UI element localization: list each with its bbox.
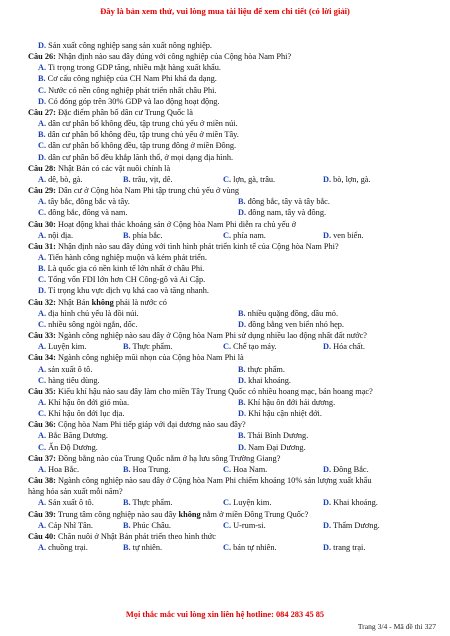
question-number: Câu 29: [28, 186, 56, 196]
option-text: dê, bò, gà. [46, 174, 83, 184]
option-text: Chế tạo máy. [231, 342, 277, 352]
answer-option [38, 364, 238, 375]
option-letter: A. [38, 543, 47, 553]
answer-option [238, 408, 432, 419]
option-text: chuồng trại. [46, 543, 88, 553]
option-text: Cơ cấu công nghiệp của CH Nam Phi khá đa dạng. [45, 74, 217, 84]
answer-option [323, 497, 432, 508]
option-letter: B. [123, 498, 131, 508]
option-letter: D. [323, 543, 332, 553]
answer-option [38, 174, 123, 185]
option-text: Luyện kim. [46, 342, 87, 352]
option-text: Ấn Độ Dương. [46, 442, 98, 452]
option-text: phía bắc. [130, 230, 163, 240]
answer-option [323, 341, 432, 352]
question-number: Câu 37: [28, 453, 56, 463]
question-continuation [28, 486, 432, 497]
option-letter: A. [38, 308, 47, 318]
question-line [28, 419, 432, 430]
option-letter: A. [38, 119, 47, 129]
answer-option [38, 196, 238, 207]
answer-option [28, 85, 432, 96]
answer-option [123, 464, 223, 475]
option-text: đông bắc, đông và nam. [46, 208, 128, 218]
option-letter: C. [38, 319, 47, 329]
question-number: Câu 35: [28, 386, 56, 396]
option-text: trang trại. [331, 543, 366, 553]
option-text: Tiến hành công nghiệp muộn và kém phát triển. [46, 252, 207, 262]
question-line [28, 297, 432, 308]
option-text: Cáp Nhĩ Tân. [46, 520, 93, 530]
answer-option [323, 464, 432, 475]
answer-options-row [28, 520, 432, 531]
answer-option [238, 364, 432, 375]
question-emphasis: không [91, 297, 114, 307]
option-text: dân cư phân bố không đều, tập trung đông ở miền Đông. [46, 141, 237, 151]
option-letter: C. [38, 375, 47, 385]
option-letter: D. [323, 174, 332, 184]
option-text: Nam Đại Dương. [246, 442, 306, 452]
option-letter: C. [38, 409, 47, 419]
option-text: Hoa Bắc. [46, 464, 80, 474]
option-letter: A. [38, 230, 47, 240]
answer-option [38, 230, 123, 241]
answer-option [323, 174, 432, 185]
question-number: Câu 26: [28, 52, 56, 62]
hotline-footer: Mọi thắc mắc vui lòng xin liên hệ hotline: 084 283 45 85 [125, 610, 325, 619]
question-text: Ngành công nghiệp nào sau đây ở Cộng hòa Nam Phi chiếm khoảng 10% sản lượng xuất khẩu [55, 476, 372, 486]
option-letter: B. [38, 130, 46, 140]
option-letter: D. [238, 319, 247, 329]
option-letter: D. [238, 208, 247, 218]
answer-option [238, 308, 432, 319]
answer-option [223, 464, 323, 475]
option-text: dân cư phân bố không đều, tập trung chủ yếu ở miền núi. [46, 119, 238, 129]
option-text: đông nam, tây và đông. [246, 208, 327, 218]
option-text: thực phẩm. [245, 364, 285, 374]
answer-options-row [28, 230, 432, 241]
answer-option [28, 96, 432, 107]
option-text: Khí hậu ôn đới gió mùa. [46, 398, 130, 407]
question-line [28, 51, 432, 62]
answer-option [28, 73, 432, 84]
answer-option [323, 520, 432, 531]
answer-option [38, 520, 123, 531]
question-line [28, 453, 432, 464]
answer-option [28, 140, 432, 151]
answer-options-row [28, 464, 432, 475]
answer-option [223, 520, 323, 531]
answer-option [38, 408, 238, 419]
option-text: Là quốc gia có nền kinh tế lớn nhất ở châu Phi. [45, 264, 205, 274]
answer-options-row [28, 196, 432, 207]
option-text: dân cư phân bố không đều, tập trung chủ yếu ở miền Tây. [45, 130, 239, 140]
option-text: Nước có nền công nghiệp phát triển nhất châu Phi. [46, 85, 217, 95]
answer-option [28, 274, 432, 285]
option-letter: A. [38, 520, 47, 530]
answer-option [123, 542, 223, 553]
answer-option [238, 430, 432, 441]
answer-option [238, 442, 432, 453]
answer-option [38, 497, 123, 508]
question-number: Câu 30: [28, 219, 56, 229]
answer-option [28, 263, 432, 274]
option-text: Khí hậu ôn đới lục địa. [46, 409, 125, 419]
answer-option [28, 62, 432, 73]
answer-option [238, 319, 432, 330]
option-text: tự nhiên. [130, 543, 163, 553]
option-letter: B. [123, 543, 131, 553]
option-text: Ti trọng trong GDP tăng, nhiều mặt hàng xuất khẩu. [46, 63, 221, 73]
option-letter: B. [123, 230, 131, 240]
question-text: Nhật Bản có các vật nuôi chính là [55, 163, 171, 173]
question-text: Hoạt động khai thác khoáng sản ở Cộng hòa Nam Phi diễn ra chủ yếu ở [55, 219, 297, 229]
question-line [28, 509, 432, 520]
option-letter: B. [123, 342, 131, 352]
option-text: địa hình chủ yếu là đồi núi. [46, 308, 139, 318]
option-letter: C. [223, 174, 232, 184]
question-line [28, 107, 432, 118]
option-text: Có đóng góp trên 30% GDP và lao động hoạt động. [46, 96, 220, 106]
question-text: phải là nước có [113, 297, 167, 307]
answer-option [38, 341, 123, 352]
answer-option [28, 118, 432, 129]
answer-option [38, 464, 123, 475]
answer-option [38, 308, 238, 319]
option-text: Sản xuất ô tô. [46, 498, 94, 508]
option-letter: A. [38, 431, 47, 441]
question-number: Câu 40: [28, 531, 56, 541]
question-line [28, 531, 432, 542]
answer-option [238, 375, 432, 386]
option-letter: D. [323, 464, 332, 474]
answer-option [38, 430, 238, 441]
question-number: Câu 34: [28, 353, 56, 363]
answer-option [28, 129, 432, 140]
option-text: tây bắc, đông bắc và tây. [46, 197, 130, 207]
question-number: Câu 32: [28, 297, 56, 307]
answer-option [38, 442, 238, 453]
option-text: Luyện kim. [231, 498, 272, 508]
answer-option [223, 174, 323, 185]
answer-option [28, 285, 432, 296]
question-text: Ngành công nghiệp mũi nhọn của Cộng hòa Nam Phi là [55, 353, 244, 363]
option-text: lợn, gà, trâu. [231, 174, 276, 184]
option-text: ven biển. [331, 230, 364, 240]
answer-options-row [28, 408, 432, 419]
question-text: Đặc điểm phân bố dân cư Trung Quốc là [55, 107, 193, 117]
page-number: Trang 3/4 - Mã đề thi 327 [357, 622, 436, 631]
question-line [28, 219, 432, 230]
option-text: Bắc Băng Dương. [46, 431, 108, 441]
answer-options-row [28, 308, 432, 319]
option-letter: C. [223, 342, 232, 352]
option-text: Đông Bắc. [331, 464, 369, 474]
option-letter: B. [238, 308, 246, 318]
answer-options-row [28, 442, 432, 453]
preview-banner: Đây là bản xem thử, vui lòng mua tài liệu để xem chi tiết (có lời giải) [100, 6, 350, 16]
answer-option [323, 542, 432, 553]
question-text: Trung tâm công nghiệp nào sau đây [55, 509, 179, 519]
option-letter: B. [238, 197, 246, 207]
option-letter: D. [238, 409, 247, 419]
answer-options-row [28, 497, 432, 508]
option-text: trâu, vịt, dê. [130, 174, 173, 184]
option-text: Khí hậu ôn đới hải dương. [245, 398, 336, 407]
question-number: Câu 38: [28, 476, 56, 486]
question-line [28, 386, 432, 397]
question-line [28, 475, 432, 486]
answer-option [123, 497, 223, 508]
option-text: Phúc Châu. [130, 520, 171, 530]
option-letter: D. [38, 286, 47, 296]
option-letter: D. [323, 498, 332, 508]
answer-option [38, 375, 238, 386]
answer-option [223, 230, 323, 241]
answer-option [223, 497, 323, 508]
option-text: nhiều quặng đồng, dầu mỏ. [245, 308, 339, 318]
option-text: Khí hậu cận nhiệt đới. [246, 409, 322, 419]
answer-option [38, 207, 238, 218]
answer-options-row [28, 542, 432, 553]
option-text: sản xuất ô tô. [46, 364, 93, 374]
option-letter: A. [38, 63, 47, 73]
option-letter: C. [38, 275, 47, 285]
option-text: Tỉ trọng khu vực dịch vụ khá cao và tăng nhanh. [46, 286, 209, 296]
option-letter: C. [223, 520, 232, 530]
option-text: Thực phẩm. [130, 498, 173, 508]
option-letter: B. [123, 520, 131, 530]
option-letter: B. [238, 431, 246, 441]
question-number: Câu 33: [28, 331, 56, 341]
question-line [28, 185, 432, 196]
option-text: nhiều sông ngòi ngắn, dốc. [46, 319, 138, 329]
answer-option [123, 341, 223, 352]
answer-option [238, 196, 432, 207]
question-text: Nhật Bản [55, 297, 92, 307]
answer-option [323, 230, 432, 241]
answer-option [238, 397, 432, 408]
option-letter: A. [38, 398, 47, 407]
option-letter: A. [38, 498, 47, 508]
option-letter: B. [123, 464, 131, 474]
option-letter: A. [38, 252, 47, 262]
question-number: Câu 27: [28, 107, 56, 117]
option-text: bò, lợn, gà. [331, 174, 371, 184]
answer-option [223, 341, 323, 352]
answer-option [28, 252, 432, 263]
answer-options-row [28, 375, 432, 386]
answer-options-row [28, 207, 432, 218]
option-text: dân cư phân bố đều khắp lãnh thổ, ở mọi dạng địa hình. [46, 152, 234, 162]
option-text: U-rum-si. [231, 520, 266, 530]
question-number: Câu 39: [28, 509, 56, 519]
answer-option [28, 40, 432, 51]
option-letter: C. [38, 442, 47, 452]
answer-options-row [28, 174, 432, 185]
question-line [28, 330, 432, 341]
option-letter: C. [38, 85, 47, 95]
option-letter: D. [238, 375, 247, 385]
option-letter: D. [323, 342, 332, 352]
option-letter: B. [238, 398, 246, 407]
option-letter: C. [223, 464, 232, 474]
answer-option [38, 319, 238, 330]
question-emphasis: không [178, 509, 201, 519]
option-letter: D. [38, 96, 47, 106]
option-letter: C. [223, 498, 232, 508]
option-text: bán tự nhiên. [231, 543, 277, 553]
question-text: Ngành công nghiệp nào sau đây ở Cộng hòa Nam Phi sử dụng nhiều lao động nhất đất nước? [55, 331, 367, 341]
option-text: Hoa Nam. [231, 464, 268, 474]
option-letter: D. [38, 41, 47, 50]
option-letter: D. [238, 442, 247, 452]
exam-content [28, 40, 432, 553]
question-number: Câu 31: [28, 241, 56, 251]
answer-option [238, 207, 432, 218]
option-letter: C. [223, 543, 232, 553]
answer-option [223, 542, 323, 553]
option-letter: C. [38, 208, 47, 218]
answer-option [123, 174, 223, 185]
answer-options-row [28, 364, 432, 375]
option-letter: A. [38, 197, 47, 207]
option-text: phía nam. [231, 230, 266, 240]
answer-options-row [28, 319, 432, 330]
option-letter: D. [323, 520, 332, 530]
option-letter: D. [323, 230, 332, 240]
answer-options-row [28, 397, 432, 408]
question-number: Câu 28: [28, 163, 56, 173]
option-letter: A. [38, 174, 47, 184]
option-text: Thẩm Dương. [331, 520, 380, 530]
option-text: Tổng vốn FDI lớn hơn CH Công-gô và Ai Cập. [46, 275, 206, 285]
question-text: Cộng hòa Nam Phi tiếp giáp với đại dương nào sau đây? [55, 420, 246, 430]
option-letter: C. [38, 141, 47, 151]
question-number: Câu 36: [28, 420, 56, 430]
question-line [28, 352, 432, 363]
option-text: Khai khoáng. [331, 498, 378, 508]
option-letter: B. [238, 364, 246, 374]
option-text: đồng bằng ven biển nhỏ hẹp. [246, 319, 345, 329]
answer-option [28, 152, 432, 163]
question-text: Nhận định nào sau đây đúng với tình hình phát triển kinh tế của Cộng hòa Nam Phi? [55, 241, 339, 251]
option-letter: B. [123, 174, 131, 184]
question-line [28, 163, 432, 174]
question-line [28, 241, 432, 252]
answer-option [123, 230, 223, 241]
option-letter: D. [38, 152, 47, 162]
option-text: hàng tiêu dùng. [46, 375, 100, 385]
option-text: Thái Bình Dương. [245, 431, 309, 441]
option-text: Hóa chất. [331, 342, 365, 352]
option-text: Thực phẩm. [130, 342, 173, 352]
option-text: Sản xuất công nghiệp sang sản xuất nông nghiệp. [46, 41, 212, 50]
answer-option [38, 397, 238, 408]
option-letter: B. [38, 264, 46, 274]
question-text: Kiểu khí hậu nào sau đây làm cho miền Tây Trung Quốc có nhiều hoang mạc, bán hoang mạc? [55, 386, 373, 396]
option-text: Hoa Trung. [130, 464, 171, 474]
question-text: Nhận định nào sau đây đúng với công nghiệp của Cộng hòa Nam Phi? [55, 52, 292, 62]
option-letter: A. [38, 342, 47, 352]
option-letter: B. [38, 74, 46, 84]
option-letter: A. [38, 364, 47, 374]
answer-option [123, 520, 223, 531]
question-text: Chăn nuôi ở Nhật Bản phát triển theo hình thức [55, 531, 216, 541]
option-letter: A. [38, 464, 47, 474]
question-text: Đồng bằng nào của Trung Quốc nằm ở hạ lưu sông Trường Giang? [55, 453, 281, 463]
option-letter: C. [223, 230, 232, 240]
answer-option [38, 542, 123, 553]
option-text: nội địa. [46, 230, 74, 240]
answer-options-row [28, 430, 432, 441]
answer-options-row [28, 341, 432, 352]
question-text: hàng hóa sản xuất mỗi năm? [28, 487, 123, 497]
question-text: nằm ở miền Đông Trung Quốc? [200, 509, 309, 519]
option-text: đông bắc, tây và tây bắc. [245, 197, 330, 207]
question-text: Dân cư ở Cộng hòa Nam Phi tập trung chủ yếu ở vùng [55, 186, 239, 196]
option-text: khai khoáng. [246, 375, 292, 385]
